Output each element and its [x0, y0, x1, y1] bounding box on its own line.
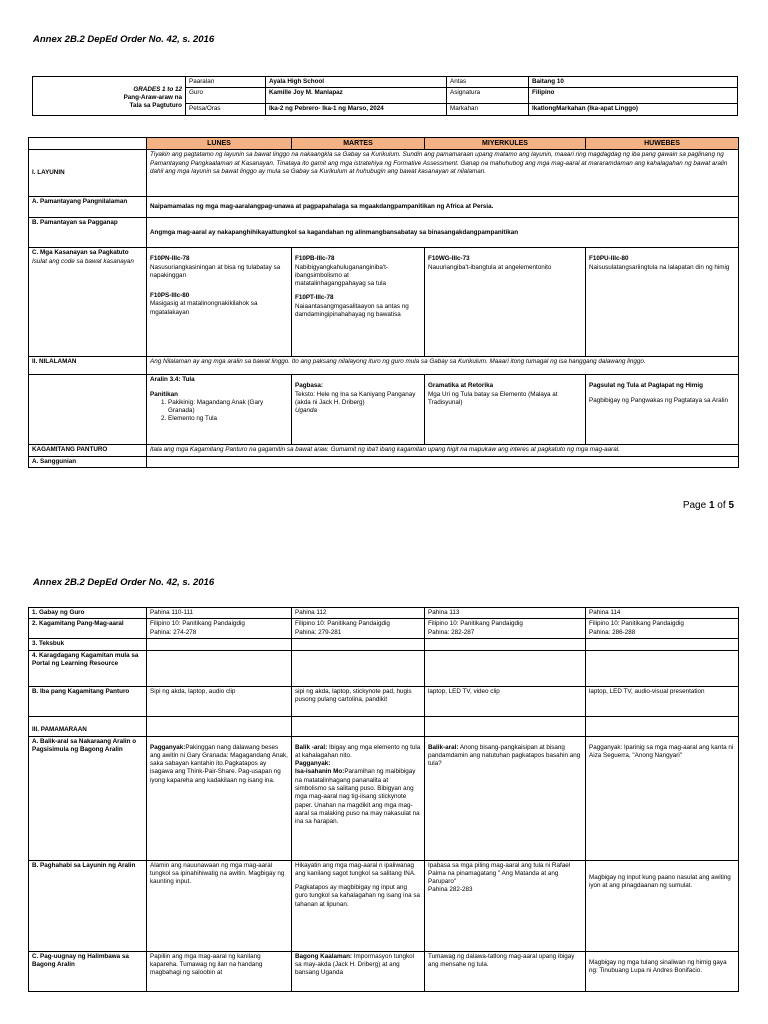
paguugnay-martes-text: Impormasyon tungkol sa may-akda (Jack H. Driberg) at ang bansang Uganda [295, 952, 414, 977]
code-f10pu: F10PU-IIIc-80 [589, 255, 629, 263]
panitikan-list [150, 399, 288, 424]
kasanayan-huwebes-text1: Naisusulatangsariingtula na lalapatan din ng himig [589, 263, 730, 271]
paguugnay-label: C. Pag-uugnay ng Halimbawa sa Bagong Aralin [29, 951, 147, 991]
day-miyerkules: MIYERKULES [425, 138, 586, 150]
paghahabi-martes-text: Hikayatin ang mga mag-aaral n ipaliwanag ang kanilang sagot tungkol sa salitang INA. [295, 861, 416, 877]
nilalaman-miyerkules [425, 375, 586, 445]
kasanayan-miyerkules-text1: Nauuriangiba't-ibangtula at angelementonito [428, 263, 552, 271]
balik-huwebes-text: Pagganyak: Iparinig sa mga mag-aaral ang kanta ni Aiza Seguerra, "Anong Nangyari" [589, 743, 734, 759]
pagganyak-label: Pagganyak: [150, 743, 186, 751]
kag-lunes [147, 619, 292, 639]
antas-label: Antas [447, 77, 529, 88]
kasanayan-martes [292, 248, 425, 357]
paghahabi-label: B. Paghahabi sa Layunin ng Aralin [29, 860, 147, 951]
gramatika-text: Mga Uri ng Tula batay sa Elemento (Malaya at Tradisyunal) [428, 390, 558, 406]
main-table-page2 [28, 607, 739, 992]
nilalaman-label: II. NILALAMAN [29, 357, 147, 375]
balik-miyerkules [425, 736, 586, 860]
grade-line1: GRADES 1 to 12 [133, 85, 182, 93]
pamantayang-pangnilalaman-label: A. Pamantayang Pangnilalaman [29, 197, 147, 218]
kagamitan-label: KAGAMITANG PANTURO [29, 445, 147, 456]
page-prefix: Page [682, 500, 709, 511]
asignatura-value: Filipino [529, 88, 738, 104]
kag-huwebes [586, 619, 739, 639]
markahan-label: Markahan [447, 104, 529, 115]
gabay-huwebes: Pahina 114 [586, 608, 739, 619]
iba-miyerkules: laptop, LED TV, video clip [425, 686, 586, 716]
kasanayan-label: C. Mga Kasanayan sa Pagkatuto [32, 249, 129, 257]
grade-line3: Tala sa Pagtuturo [129, 102, 182, 110]
gabay-miyerkules: Pahina 113 [425, 608, 586, 619]
paghahabi-martes [292, 860, 425, 951]
paghahabi-miyerkules-text: Ipabasa sa mga piling mag-aaral ang tula ni Rafael Palma na pinamagatang " Ang Matanda at ang Paruparo" [428, 861, 571, 886]
kasanayan-lunes [147, 248, 292, 357]
code-f10pt: F10PT-IIIc-78 [295, 294, 334, 302]
header-table [32, 76, 738, 116]
gabay-label: 1. Gabay ng Guro [29, 608, 147, 619]
nilalaman-martes [292, 375, 425, 445]
iba-huwebes: laptop, LED TV, audio-visual presentation [586, 686, 739, 716]
kag-miyerkules-line1: Filipino 10: Panitikang Pandaigdig [428, 620, 523, 628]
grade-line2: Pang-Araw-araw na [123, 94, 182, 102]
isa-isahanin-label: Isa-isahanin Mo: [295, 768, 345, 776]
kag-miyerkules [425, 619, 586, 639]
pamantayan-pagganap-text: Angmga mag-aaral ay nakapanghihikayattungkol sa kagandahan ng alinmangbansabatay sa binasangakdangpampanitikan [147, 218, 739, 248]
markahan-value: IkatlongMarkahan (Ika-apat Linggo) [529, 104, 738, 115]
iba-pang-kagamitan-label: B. Iba pang Kagamitang Panturo [29, 686, 147, 716]
paghahabi-lunes: Alamin ang nauunawaan ng mga mag-aaral tungkol sa ipinahihiwatig na awitin. Magbigay ng kaunting input. [147, 860, 292, 951]
kag-huwebes-line2: Pahina: 286-288 [589, 628, 636, 636]
page-of: of [714, 500, 729, 511]
pagbasa-label: Pagbasa: [295, 382, 323, 390]
paguugnay-lunes: Papiliin ang mga mag-aaral ng kanilang kapareha. Tumawag ng ilan na handang magbahagi ng saloobin at [147, 951, 292, 991]
main-table-page1 [28, 137, 739, 468]
antas-value: Baitang 10 [529, 77, 738, 88]
asignatura-label: Asignatura [447, 88, 529, 104]
pamantayan-pagganap-label: B. Pamantayan sa Pagganap [29, 218, 147, 248]
author-text: (akda ni Jack H. Driberg) [295, 398, 365, 406]
aralin-title: Aralin 3.4: Tula [150, 376, 195, 384]
balik-huwebes [586, 736, 739, 860]
kag-huwebes-line1: Filipino 10: Panitikang Pandaigdig [589, 620, 684, 628]
code-f10ps: F10PS-IIIc-80 [150, 292, 190, 300]
kasanayan-huwebes [586, 248, 739, 357]
pagsulat-label: Pagsulat ng Tula at Paglapat ng Himig [589, 382, 703, 390]
petsa-value: Ika-2 ng Pebrero- Ika-1 ng Marso, 2024 [266, 104, 447, 115]
paghahabi-huwebes [586, 860, 739, 951]
pagganyak-label-2: Pagganyak: [295, 760, 331, 768]
paghahabi-huwebes-text: Magbigay ng input kung paano nasulat ang awiting iyon at ang pinagdaanan ng sumulat. [589, 873, 731, 889]
kasanayan-miyerkules [425, 248, 586, 357]
layunin-text: Tiyakin ang pagtatamo ng layunin sa bawat linggo na nakaangkla sa Gabay sa Kurikulum. Sundin ang pamamaraan upang matamo ang layunin, maaari ring magdagdag ng iba pang gawain sa paglinang ng Pamantayang Pangkaalaman at Kasanayan. Tinataya ito gamit ang mga istratehiya ng Formative Assessment. Ganap na mahuhubog ang mga mag-aaral at mararamdaman ang kahalagahan ng bawat aralin dahil ang mga layunin sa bawat linggo ay mula sa Gabay sa Kurikulum at huhubugin ang bawat kasanayan at nilalaman. [147, 150, 739, 197]
day-lunes: LUNES [147, 138, 292, 150]
page-number [683, 500, 734, 511]
guro-value: Kamille Joy M. Manlapaz [266, 88, 447, 104]
pagsulat-text: Pagbibigay ng Pangwakas ng Pagtataya sa Aralin [589, 396, 728, 404]
balik-aral-head: Balik -aral: [295, 743, 328, 751]
country-text: Uganda [295, 407, 318, 415]
paghahabi-miyerkules [425, 860, 586, 951]
balik-aral-head-2: Balik-aral: [428, 743, 459, 751]
gabay-lunes: Pahina 110-111 [147, 608, 292, 619]
kag-martes [292, 619, 425, 639]
balik-martes-text: Ibigay ang mga elemento ng tula at kahalagahan nito. [295, 743, 421, 759]
bagong-kaalaman-label: Bagong Kaalaman: [295, 952, 353, 960]
annex-title: Annex 2B.2 DepEd Order No. 42, s. 2016 [33, 34, 215, 45]
grade-title-cell [33, 77, 186, 116]
nilalaman-huwebes [586, 375, 739, 445]
code-f10pb: F10PB-IIIc-78 [295, 255, 335, 263]
kasanayan-lunes-text1: Nasusuriangkasiningan at bisa ng tulabatay sa napakinggan [150, 263, 281, 279]
nilalaman-text: Ang Nilalaman ay ang mga aralin sa bawat linggo. Ito ang paksang nilalayong ituro ng guro mula sa Gabay sa Kurikulum. Maaari itong tumagal ng isa hanggang dalawang linggo. [147, 357, 739, 375]
paguugnay-huwebes-text: Magbigay ng mga tulang sinaliwan ng himig gaya ng: Tinubuang Lupa ni Andres Bonifacio. [589, 958, 727, 974]
nilalaman-lunes [147, 375, 292, 445]
guro-label: Guro [186, 88, 266, 104]
kasanayan-note: Isulat ang code sa bawat kasanayan [32, 257, 134, 265]
pamantayang-pangnilalaman-text: Naipamamalas ng mga mag-aaralangpag-unawa at pagpapahalaga sa mgaakdangpampanitikan ng Africa at Persia. [147, 197, 739, 218]
karagdagang-label: 4. Karagdagang Kagamitan mula sa Portal ng Learning Resource [29, 650, 147, 686]
sanggunian-label: A. Sanggunian [29, 456, 147, 467]
paghahabi-miyerkules-text2: Pahina 282-283 [428, 886, 473, 894]
gramatika-label: Gramatika at Retorika [428, 382, 494, 390]
balik-miyerkules-text: Anong bisang-pangkaisipan at bisang pandamdamin ang natutuhan pagkatapos basahin ang tula? [428, 743, 581, 768]
annex-title-page2: Annex 2B.2 DepEd Order No. 42, s. 2016 [33, 577, 215, 588]
list-item: 2. Elemento ng Tula [168, 415, 288, 423]
paguugnay-huwebes [586, 951, 739, 991]
balik-martes [292, 736, 425, 860]
kag-lunes-line1: Filipino 10: Panitikang Pandaigdig [150, 620, 245, 628]
kasanayan-martes-text1: Nabibigyangkahulugananginiba't-ibangsimbolismo at matatalinhagangpahayag sa tula [295, 263, 388, 288]
code-f10wg: F10WG-IIIc-73 [428, 255, 470, 263]
balik-lunes-text: Pakinggan nang dalawang beses ang awitin ni Gary Granada: Magagandang Anak, saka sabayan kantahin ito.Pagkatapos ay isagawa ang Think-Pair-Share. Pag-usapan ng iyong kapareha ang kadakilaan ng isang ina. [150, 743, 288, 784]
kag-martes-line2: Pahina: 279-281 [295, 628, 342, 636]
iba-lunes: Sipi ng akda, laptop, audio clip [147, 686, 292, 716]
kagamitan-mag-aaral-label: 2. Kagamitang Pang-Mag-aaral [29, 619, 147, 639]
day-martes: MARTES [292, 138, 425, 150]
balik-aral-label: A. Balik-aral sa Nakaraang Aralin o Pagsisimula ng Bagong Aralin [29, 736, 147, 860]
pamamaraan-label: III. PAMAMARAAN [29, 716, 147, 736]
layunin-label: I. LAYUNIN [29, 150, 147, 197]
list-item: 1. Pakikinig: Magandang Anak (Gary Granada) [168, 399, 288, 416]
day-huwebes: HUWEBES [586, 138, 739, 150]
kag-miyerkules-line2: Pahina: 282-287 [428, 628, 475, 636]
teksto-text: Teksto: Hele ng Ina sa Kaniyang Panganay [295, 390, 416, 398]
kasanayan-martes-text2: Naiaantasangmgasalitaayon sa antas ng damdamingipinahahayag ng bawatisa [295, 302, 409, 319]
days-header-row [29, 138, 739, 150]
paaralan-label: Paaralan [186, 77, 266, 88]
kag-lunes-line2: Pahina: 274-278 [150, 628, 197, 636]
paguugnay-martes [292, 951, 425, 991]
paguugnay-miyerkules: Tumawag ng dalawa-tatlong mag-aaral upang ibigay ang mensahe ng tula. [425, 951, 586, 991]
paaralan-value: Ayala High School [266, 77, 447, 88]
kag-martes-line1: Filipino 10: Panitikang Pandaigdig [295, 620, 390, 628]
kagamitan-text: Itala ang mga Kagamitang Panturo na gagamitin sa bawat araw. Gumamit ng iba't ibang kagamitan upang higit na mapukaw ang interes at pagkatuto ng mga mag-aaral. [147, 445, 739, 456]
page-total: 5 [728, 500, 734, 511]
panitikan-label: Panitikan [150, 390, 178, 398]
paghahabi-martes-text2: Pagkatapos ay magbibigay ng input ang guro tungkol sa kahalagahan ng isang ina sa tahanan at lipunan. [295, 884, 420, 908]
teksbuk-label: 3. Teksbuk [29, 639, 147, 650]
page-current: 1 [708, 500, 715, 511]
petsa-label: Petsa/Oras [186, 104, 266, 115]
iba-martes: sipi ng akda, laptop, stickynote pad, hugis pusong pulang cartolina, pandikit [292, 686, 425, 716]
kasanayan-label-cell [29, 248, 147, 357]
gabay-martes: Pahina 112 [292, 608, 425, 619]
balik-lunes [147, 736, 292, 860]
code-f10pn: F10PN-IIIc-78 [150, 255, 190, 263]
balik-martes-text2: Paramihan ng maibibigay na matatalinhagang pananalita at simbolismo sa salitang puso. Bibigyan ang mga mag-aaral nag tig-iisang stickynote paper. Unahan na magdikit ang mga mag-aaral sa malaking puso na may nakasulat na ina sa harapan. [295, 768, 420, 826]
kasanayan-lunes-text2: Masigasig at matalinongnakikilahok sa mgatalakayan [150, 300, 258, 316]
